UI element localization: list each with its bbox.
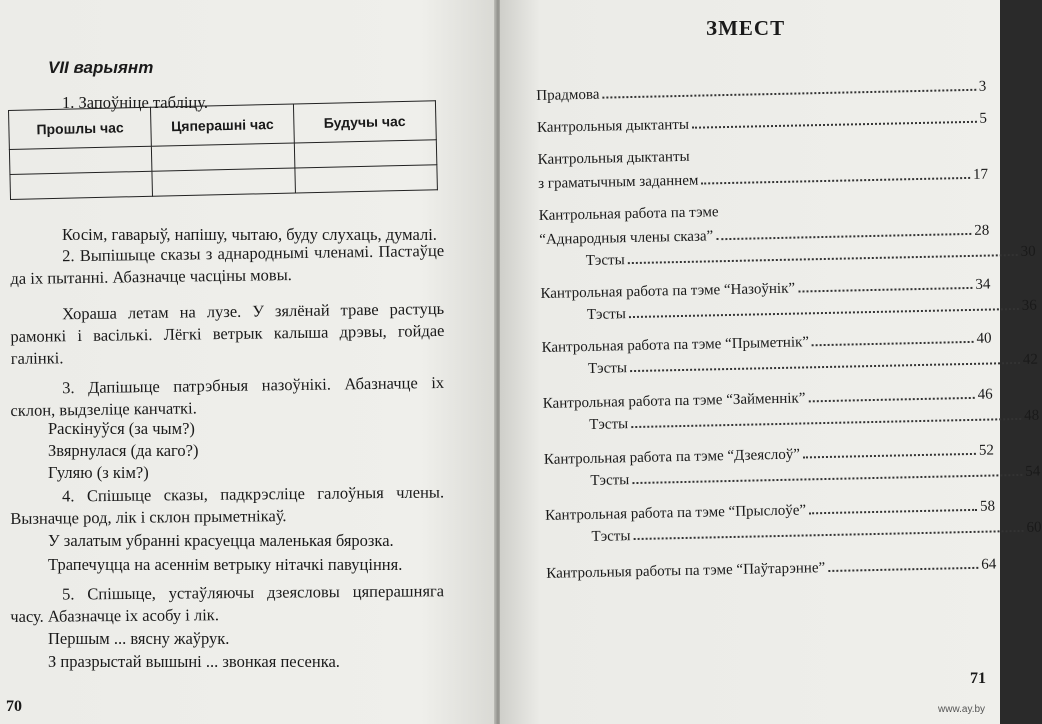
page-number-left: 70 [6, 698, 22, 715]
table-header-future: Будучы час [293, 101, 436, 143]
task3-line-1: Раскінуўся (за чым?) [48, 419, 195, 438]
toc-entry-line1: Кантрольная работа па тэме [538, 204, 719, 224]
toc-entry: Тэсты 60 [591, 519, 1042, 545]
tense-table [8, 100, 438, 200]
page-number-right: 71 [970, 670, 986, 687]
task4-text: 4. Спішыце сказы, падкрэсліце галоўныя члены. Вызначце род, лік і склон прыметнікаў. [10, 482, 445, 528]
table-header-past: Прошлы час [9, 107, 152, 149]
toc-entry: Кантрольная работа па тэме “Прыметнік” 40 [541, 330, 992, 356]
toc-entry: “Аднародныя члены сказа” 28 [539, 222, 990, 248]
task4-line-1: У залатым убранні красуецца маленькая бярозка. [48, 531, 394, 550]
table-of-contents [536, 71, 1042, 582]
watermark: www.ay.by [938, 704, 986, 715]
task3-text: 3. Дапішыце патрэбныя назоўнікі. Абазначце іх склон, выдзеліце канчаткі. [10, 372, 445, 420]
task1-words: Косім, гаварыў, напішу, чытаю, буду слухаць, думалі. [62, 225, 437, 244]
toc-entry: Тэсты 30 [585, 243, 1036, 269]
task5-line-2: З празрыстай вышыні ... звонкая песенка. [48, 652, 340, 671]
toc-entry: Кантрольныя работы па тэме “Паўтарэнне” 64 [546, 556, 997, 582]
toc-entry-line1: Кантрольныя дыктанты [537, 148, 690, 168]
toc-entry: Кантрольная работа па тэме “Назоўнік” 34 [540, 276, 991, 302]
toc-entry: Тэсты 42 [587, 351, 1039, 377]
task5-text: 5. Спішыце, устаўляючы дзеясловы цяперашняга часу. Абазначце іх асобу і лік. [10, 581, 445, 626]
toc-entry: Кантрольная работа па тэме “Дзеяслоў” 52 [543, 442, 995, 468]
toc-entry: Кантрольная работа па тэме “Прыслоўе” 58 [544, 498, 996, 524]
toc-entry: Тэсты 48 [589, 407, 1040, 433]
toc-entry: Тэсты 54 [590, 463, 1041, 489]
toc-entry: з граматычным заданнем 17 [538, 166, 989, 192]
toc-title: ЗМЕСТ [706, 16, 786, 40]
task3-line-2: Звярнулася (да каго?) [48, 441, 199, 460]
task2-passage: Хораша летам на лузе. У зялёнай траве растуць рамонкі і васількі. Лёгкі ветрык калыша дрэвы, гойдае галінкі. [10, 298, 445, 368]
table-header-present: Цяперашні час [151, 104, 294, 146]
task2-text: 2. Выпішыце сказы з аднароднымі членамі. Пастаўце да іх пытанні. Абазначце часціны мовы. [10, 240, 445, 288]
left-page [0, 0, 496, 724]
toc-entry: Тэсты 36 [586, 297, 1038, 323]
variant-title: VII варыянт [48, 58, 154, 77]
task4-line-2: Трапечуцца на асеннім ветрыку нітачкі павуціння. [48, 555, 403, 574]
right-page [500, 0, 1042, 724]
toc-entry: Кантрольная работа па тэме “Займеннік” 46 [542, 386, 993, 412]
toc-entry: Прадмова 3 [536, 78, 987, 104]
task5-line-1: Першым ... вясну жаўрук. [48, 629, 230, 648]
task3-line-3: Гуляю (з кім?) [48, 463, 149, 482]
task1-text: 1. Запоўніце табліцу. [62, 93, 208, 112]
toc-entry: Кантрольныя дыктанты 5 [536, 110, 988, 136]
